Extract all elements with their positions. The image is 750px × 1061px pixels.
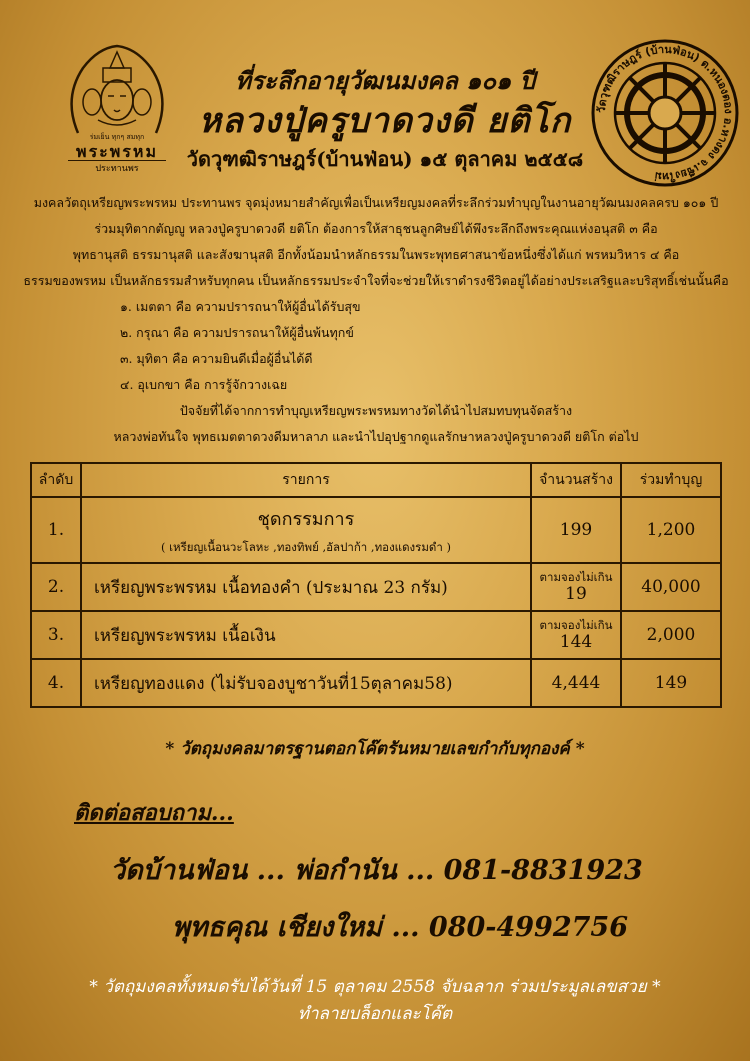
row-amount: 1,200 [621,497,721,563]
header-no: ลำดับ [31,463,81,497]
table-row [31,611,721,659]
row-item: เหรียญทองแดง (ไม่รับจองบูชาวันที่15ตุลาคม58) [81,659,531,707]
row-amount: 2,000 [621,611,721,659]
table-row [31,497,721,563]
header-title: หลวงปู่ครูบาดวงดี ยติโก [198,101,572,141]
list-item: ๔. อุเบกขา คือ การรู้จักวางเฉย [120,377,288,392]
row-no: 2. [31,563,81,611]
dharma-wheel-icon [590,38,740,188]
header-amount: ร่วมทำบุญ [621,463,721,497]
intro-line: ร่วมมุทิตากตัญญู หลวงปู่ครูบาดวงดี ยติโก ต้องการให้สาธุชนลูกศิษย์ได้พึงระลึกถึงพระคุณแห่งอนุสติ ๓ คือ [94,221,658,236]
intro-line: มงคลวัตถุเหรียญพระพรหม ประทานพร จุดมุ่งหมายสำคัญเพื่อเป็นเหรียญมงคลที่ระลึกร่วมทำบุญในงานอายุวัฒนมงคลครบ ๑๐๑ ปี [33,195,719,210]
intro-line: พุทธานุสติ ธรรมานุสติ และสังฆานุสติ อีกทั้งน้อมนำหลักธรรมในพระพุทธศาสนาข้อหนึ่งซึ่งได้แก่ พรหมวิหาร ๔ คือ [72,247,680,262]
footer-line-1: * วัตถุมงคลทั้งหมดรับได้วันที่ 15 ตุลาคม 2558 จับฉลาก ร่วมประมูลเลขสวย * [89,977,661,997]
closing-line: หลวงพ่อทันใจ พุทธเมตตาดวงดีมหาลาภ และนำไปอุปฐากดูแลรักษาหลวงปู่ครูบาดวงดี ยติโก ต่อไป [113,429,639,444]
table-row [31,659,721,707]
logo-brand: พระพรหม [76,142,158,161]
closing-line: ปัจจัยที่ได้จากการทำบุญเหรียญพระพรหมทางวัดได้นำไปสมทบทุนจัดสร้าง [179,403,573,418]
row-qty: 19 [565,584,587,604]
row-no: 1. [31,497,81,563]
contact-line-2: พุทธคุณ เชียงใหม่ ... 080-4992756 [172,912,628,943]
table-header-row [31,463,721,497]
contact-title: ติดต่อสอบถาม... [74,800,234,826]
header-item: รายการ [81,463,531,497]
header-line1: ที่ระลึกอายุวัฒนมงคล ๑๐๑ ปี [235,66,535,95]
temple-seal [590,38,740,188]
list-item: ๓. มุทิตา คือ ความยินดีเมื่อผู้อื่นได้ดี [120,351,313,366]
items-table [30,462,722,708]
row-item-title: ชุดกรรมการ [257,508,355,530]
row-amount: 40,000 [621,563,721,611]
table-row [31,563,721,611]
list-item: ๑. เมตตา คือ ความปรารถนาให้ผู้อื่นได้รับสุข [120,299,361,314]
intro-line: ธรรมของพรหม เป็นหลักธรรมสำหรับทุกคน เป็นหลักธรรมประจำใจที่จะช่วยให้เราดำรงชีวิตอยู่ได้อย่างประเสริฐและบริสุทธิ์เช่นนั้นคือ [23,273,729,288]
footer-note [0,974,750,1028]
logo-caption-small: ร่มเย็น ทุกๆ สมทุก [89,133,145,141]
row-amount: 149 [621,659,721,707]
row-qty: 144 [559,632,593,652]
brahma-logo [58,38,176,174]
row-item: เหรียญพระพรหม เนื้อเงิน [81,611,531,659]
row-item-sub: ( เหรียญเนื้อนวะโลหะ ,ทองทิพย์ ,อัลปาก้า ,ทองแดงรมดำ ) [160,539,452,554]
row-qty: 199 [531,497,621,563]
intro-text [20,190,732,450]
row-qty-cell [531,563,621,611]
header-qty: จำนวนสร้าง [531,463,621,497]
contact-line-1: วัดบ้านฟ่อน ... พ่อกำนัน ... 081-8831923 [110,855,643,886]
logo-sub: ประทานพร [68,160,166,175]
page-header [175,64,595,174]
list-item: ๒. กรุณา คือ ความปรารถนาให้ผู้อื่นพ้นทุกข์ [120,325,354,340]
row-item [81,497,531,563]
header-line3: วัดวุฑฒิราษฎร์(บ้านฟ่อน) ๑๕ ตุลาคม ๒๕๕๘ [186,147,584,171]
row-qty: 4,444 [531,659,621,707]
row-qty-note: ตามจองไม่เกิน [539,570,613,584]
row-qty-cell [531,611,621,659]
footer-line-2: ทำลายบล็อกและโค๊ต [297,1004,453,1024]
row-qty-note: ตามจองไม่เกิน [539,618,613,632]
row-no: 3. [31,611,81,659]
row-item: เหรียญพระพรหม เนื้อทองคำ (ประมาณ 23 กรัม) [81,563,531,611]
seal-ring-text: วัดวุฑฒิราษฎร์ (บ้านฟ่อน) ต.หนองตอง อ.หางดง จ.เชียงใหม่ [594,42,736,184]
row-no: 4. [31,659,81,707]
standard-note: * วัตถุมงคลมาตรฐานตอกโค๊ตรันหมายเลขกำกับทุกองค์ * [165,739,585,759]
